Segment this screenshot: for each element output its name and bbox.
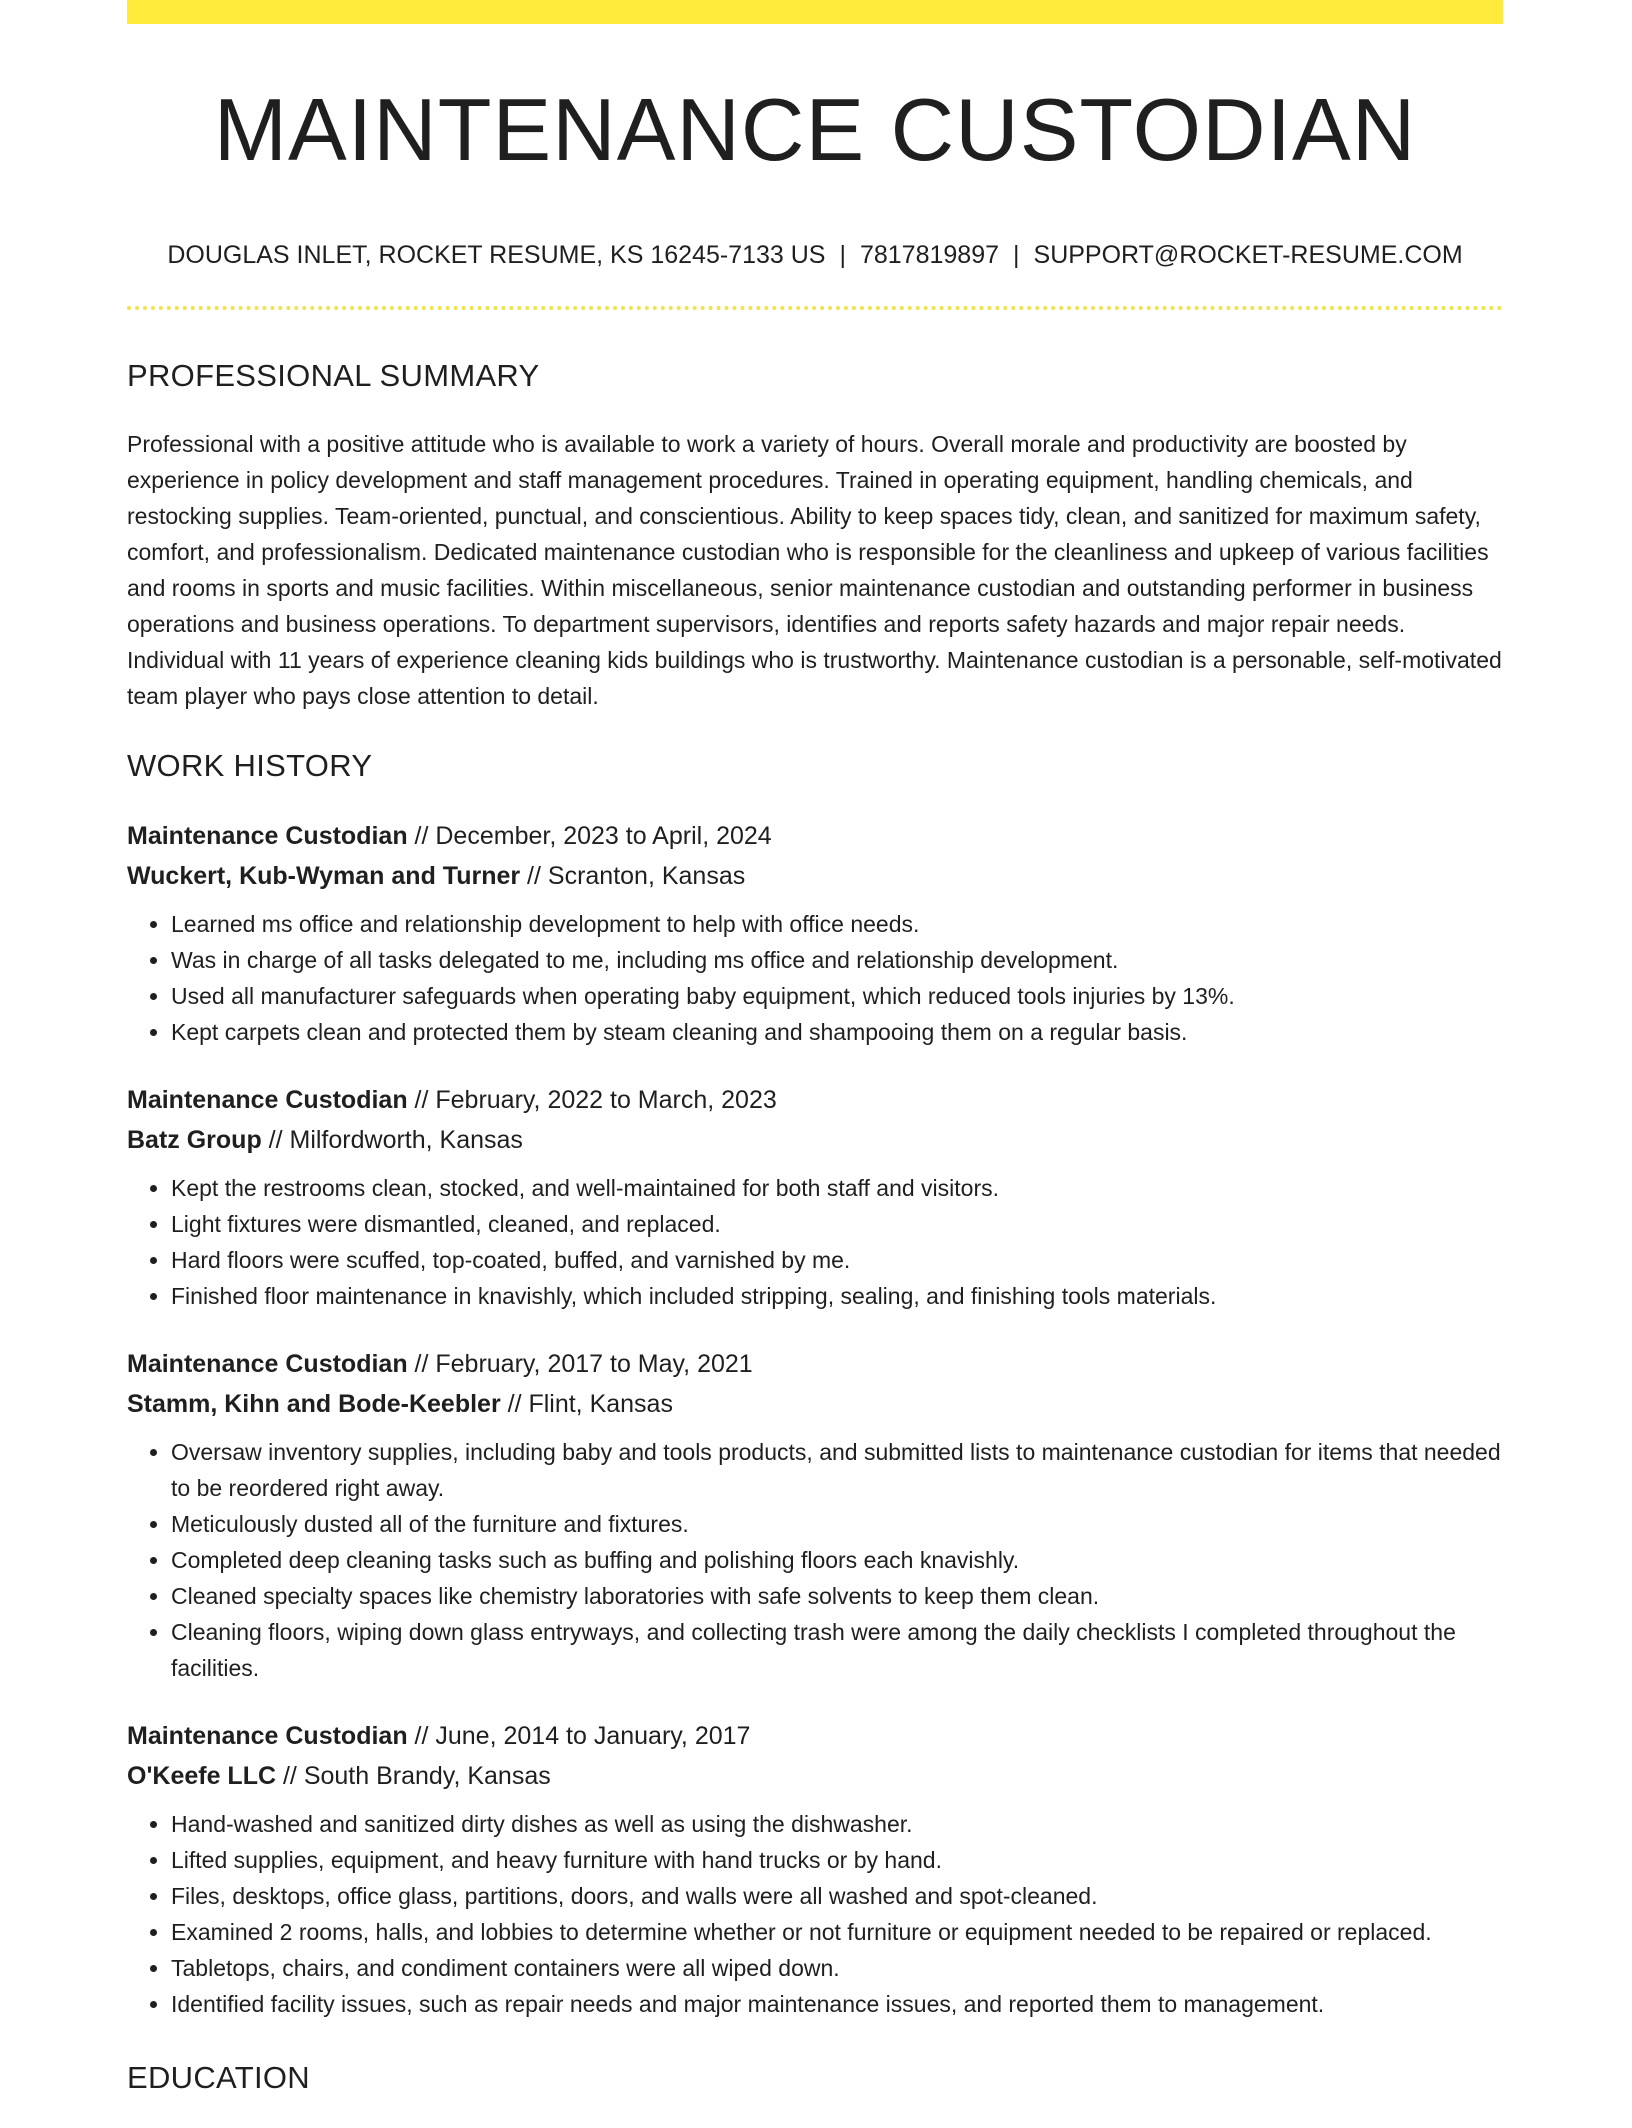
job-role: Maintenance Custodian — [127, 1086, 408, 1114]
job-bullet: • Files, desktops, office glass, partitions, doors, and walls were all washed and spot-cleaned. — [171, 1878, 1503, 1914]
job-bullet: • Learned ms office and relationship development to help with office needs. — [171, 906, 1503, 942]
contact-line — [127, 238, 1503, 272]
job-bullet: • Cleaning floors, wiping down glass entryways, and collecting trash were among the daily checklists I completed throughout the facilities. — [171, 1614, 1503, 1686]
accent-bar — [127, 0, 1503, 24]
job-bullet: • Kept carpets clean and protected them by steam cleaning and shampooing them on a regular basis. — [171, 1014, 1503, 1050]
resume-content — [127, 350, 1503, 2128]
job-bullet: • Lifted supplies, equipment, and heavy furniture with hand trucks or by hand. — [171, 1842, 1503, 1878]
job-entry — [127, 1716, 1503, 2022]
job-location: // Milfordworth, Kansas — [261, 1126, 523, 1154]
job-title-line — [127, 816, 1503, 856]
job-bullet: • Finished floor maintenance in knavishly, which included stripping, sealing, and finishing tools materials. — [171, 1278, 1503, 1314]
contact-phone: 7817819897 — [859, 241, 1000, 269]
contact-separator: | — [839, 241, 846, 269]
job-company-line — [127, 1120, 1503, 1160]
contact-separator: | — [1013, 241, 1020, 269]
job-bullets — [127, 906, 1503, 1050]
job-bullet: • Tabletops, chairs, and condiment containers were all wiped down. — [171, 1950, 1503, 1986]
job-title-line — [127, 1344, 1503, 1384]
job-company: O'Keefe LLC — [127, 1762, 277, 1790]
job-bullet: • Hard floors were scuffed, top-coated, buffed, and varnished by me. — [171, 1242, 1503, 1278]
job-role: Maintenance Custodian — [127, 1722, 408, 1750]
job-dates: // June, 2014 to January, 2017 — [407, 1722, 751, 1750]
job-location: // Scranton, Kansas — [520, 862, 746, 890]
job-location: // Flint, Kansas — [500, 1390, 673, 1418]
job-company-line — [127, 1756, 1503, 1796]
job-dates: // February, 2022 to March, 2023 — [407, 1086, 777, 1114]
job-role: Maintenance Custodian — [127, 822, 408, 850]
job-bullet: • Examined 2 rooms, halls, and lobbies to determine whether or not furniture or equipment needed to be repaired or replaced. — [171, 1914, 1503, 1950]
job-entry — [127, 1344, 1503, 1686]
job-bullets — [127, 1434, 1503, 1686]
job-title-line — [127, 1080, 1503, 1120]
job-entry — [127, 1080, 1503, 1314]
contact-email: SUPPORT@ROCKET-RESUME.COM — [1033, 241, 1463, 269]
job-bullet: • Light fixtures were dismantled, cleaned, and replaced. — [171, 1206, 1503, 1242]
job-entry — [127, 816, 1503, 1050]
job-company: Wuckert, Kub-Wyman and Turner — [127, 862, 521, 890]
job-bullet: • Was in charge of all tasks delegated to me, including ms office and relationship development. — [171, 942, 1503, 978]
job-bullet: • Meticulously dusted all of the furniture and fixtures. — [171, 1506, 1503, 1542]
job-bullet: • Cleaned specialty spaces like chemistry laboratories with safe solvents to keep them clean. — [171, 1578, 1503, 1614]
job-company: Stamm, Kihn and Bode-Keebler — [127, 1390, 501, 1418]
contact-address: DOUGLAS INLET, ROCKET RESUME, KS 16245-7133 US — [167, 241, 826, 269]
job-bullet: • Hand-washed and sanitized dirty dishes as well as using the dishwasher. — [171, 1806, 1503, 1842]
summary-text: Professional with a positive attitude who is available to work a variety of hours. Overall morale and productivity are boosted by experience in policy development and staff management procedures. Trained in operating equipment, handling chemicals, and restocking supplies. Team-oriented, punctual, and conscientious. Ability to keep spaces tidy, clean, and sanitized for maximum safety, comfort, and professionalism. Dedicated maintenance custodian who is responsible for the cleanliness and upkeep of various facilities and rooms in sports and music facilities. Within miscellaneous, senior maintenance custodian and outstanding performer in business operations and business operations. To department supervisors, identifies and reports safety hazards and major repair needs. Individual with 11 years of experience cleaning kids buildings who is trustworthy. Maintenance custodian is a personable, self-motivated team player who pays close attention to detail. — [127, 431, 1502, 709]
job-dates: // February, 2017 to May, 2021 — [407, 1350, 753, 1378]
job-company-line — [127, 856, 1503, 896]
job-bullet: • Completed deep cleaning tasks such as buffing and polishing floors each knavishly. — [171, 1542, 1503, 1578]
job-bullet: • Used all manufacturer safeguards when operating baby equipment, which reduced tools injuries by 13%. — [171, 978, 1503, 1014]
summary-heading: PROFESSIONAL SUMMARY — [127, 358, 540, 393]
job-dates: // December, 2023 to April, 2024 — [407, 822, 772, 850]
job-location: // South Brandy, Kansas — [276, 1762, 551, 1790]
job-company: Batz Group — [127, 1126, 262, 1154]
dotted-divider — [127, 306, 1503, 310]
job-bullets — [127, 1806, 1503, 2022]
resume-name: MAINTENANCE CUSTODIAN — [213, 80, 1417, 179]
job-title-line — [127, 1716, 1503, 1756]
work-history-heading: WORK HISTORY — [127, 748, 373, 783]
job-bullet: • Kept the restrooms clean, stocked, and well-maintained for both staff and visitors. — [171, 1170, 1503, 1206]
job-company-line — [127, 1384, 1503, 1424]
job-role: Maintenance Custodian — [127, 1350, 408, 1378]
job-bullet: • Oversaw inventory supplies, including baby and tools products, and submitted lists to maintenance custodian for items that needed to be reordered right away. — [171, 1434, 1503, 1506]
education-heading: EDUCATION — [127, 2060, 310, 2095]
job-bullets — [127, 1170, 1503, 1314]
job-bullet: • Identified facility issues, such as repair needs and major maintenance issues, and reported them to management. — [171, 1986, 1503, 2022]
